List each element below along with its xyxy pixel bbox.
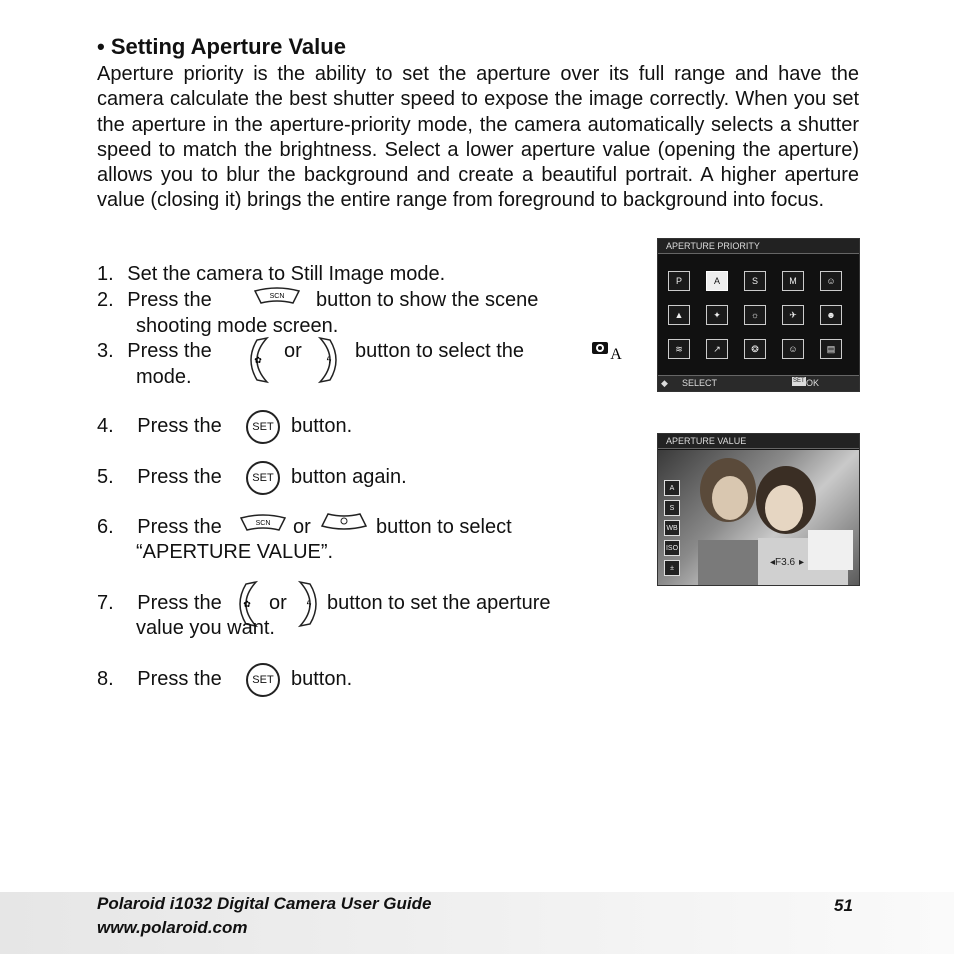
mode-portrait2-icon: ☺ xyxy=(782,339,804,359)
selftimer-button-icon xyxy=(320,512,368,530)
page-number: 51 xyxy=(834,896,853,915)
select-label: SELECT xyxy=(682,378,718,388)
step-4 xyxy=(97,414,222,439)
step-6-post: button to select xyxy=(376,516,512,538)
iso-icon: ISO xyxy=(664,540,680,556)
step-text: Press the xyxy=(137,516,222,538)
right-arrow-icon: ▸ xyxy=(799,557,805,568)
aperture-value: F3.6 xyxy=(775,557,796,568)
aperture-mode-icon: A xyxy=(664,480,680,496)
svg-text:ϟ: ϟ xyxy=(326,355,332,365)
intro-paragraph: Aperture priority is the ability to set the aperture over its full range and have the camera calculate the best shutter speed to expose the image correctly. When you set the aperture in the aperture-priority mode, the camera automatically selects a shutter speed to match the brightness. Select a lower aperture value (opening the aperture) allows you to blur the background and create a beautiful portrait. A higher aperture value (closing it) brings the entire range from foreground to background into focus. xyxy=(97,63,859,212)
scn-label: SCN xyxy=(255,520,271,527)
aperture-value-readout xyxy=(770,557,804,568)
left-button-icon xyxy=(243,336,271,384)
lcd-aperture-value xyxy=(657,433,860,586)
lcd-aperture-priority xyxy=(657,238,860,392)
mode-backlight-icon: ↗ xyxy=(706,339,728,359)
set-button-icon: SET xyxy=(246,461,280,495)
step-4-post: button. xyxy=(291,415,353,437)
svg-text:A: A xyxy=(610,346,622,361)
svg-text:ϟ: ϟ xyxy=(306,599,312,609)
mode-kids-icon: ☻ xyxy=(820,305,842,325)
preview-photo xyxy=(658,450,859,585)
step-3 xyxy=(97,339,212,364)
step-7-cont: value you want. xyxy=(136,617,275,639)
step-6-cont: “APERTURE VALUE”. xyxy=(136,541,334,563)
step-text: Press the xyxy=(137,668,222,690)
svg-text:✿: ✿ xyxy=(243,599,251,609)
step-5 xyxy=(97,465,222,490)
step-7-mid: or xyxy=(269,592,287,614)
step-text: Press the xyxy=(137,415,222,437)
step-2-cont: shooting mode screen. xyxy=(136,315,339,337)
mode-portrait-icon: ☺ xyxy=(820,271,842,291)
exposure-icon: ± xyxy=(664,560,680,576)
lcd-footer xyxy=(658,375,859,391)
step-text: Press the xyxy=(137,592,222,614)
lcd-title: APERTURE PRIORITY xyxy=(658,239,859,254)
section-heading: • Setting Aperture Value xyxy=(97,34,346,59)
dpad-icon: ◆ xyxy=(661,378,668,388)
set-key-icon: SET xyxy=(793,378,805,384)
scn-label: SCN xyxy=(269,293,285,300)
step-8 xyxy=(97,667,222,692)
set-button-icon: SET xyxy=(246,410,280,444)
mode-aperture-icon: A xyxy=(706,271,728,291)
lcd-title: APERTURE VALUE xyxy=(658,434,859,449)
mode-manual-icon: M xyxy=(782,271,804,291)
mode-sunset-icon: ☼ xyxy=(744,305,766,325)
step-7 xyxy=(97,591,222,616)
mode-sport-icon: ✈ xyxy=(782,305,804,325)
aperture-priority-mode-icon xyxy=(591,337,623,361)
step-text: Set the camera to Still Image mode. xyxy=(127,263,446,285)
step-text: Press the xyxy=(127,289,212,311)
mode-text-icon: ▤ xyxy=(820,339,842,359)
right-button-icon xyxy=(296,580,324,628)
step-7-post: button to set the aperture xyxy=(327,592,551,614)
step-2 xyxy=(97,288,212,313)
footer-url: www.polaroid.com xyxy=(97,918,248,937)
step-number: 6. xyxy=(97,516,114,538)
step-3-post: button to select the xyxy=(355,340,525,362)
portrait-image xyxy=(658,450,859,585)
step-3-mid: or xyxy=(284,340,302,362)
step-number: 5. xyxy=(97,466,114,488)
set-button-icon: SET xyxy=(246,663,280,697)
mode-night-icon: ✦ xyxy=(706,305,728,325)
mode-shutter-icon: S xyxy=(744,271,766,291)
step-6 xyxy=(97,515,222,540)
step-6-mid: or xyxy=(293,516,311,538)
svg-text:✿: ✿ xyxy=(254,355,262,365)
step-number: 8. xyxy=(97,668,114,690)
step-number: 4. xyxy=(97,415,114,437)
step-number: 1. xyxy=(97,263,114,285)
step-number: 3. xyxy=(97,340,114,362)
step-3-cont: mode. xyxy=(136,366,192,388)
ok-label: OK xyxy=(806,378,820,388)
left-arrow-icon: ◂ xyxy=(770,557,776,568)
scn-button-icon xyxy=(253,287,301,305)
footer-title: Polaroid i1032 Digital Camera User Guide xyxy=(97,894,432,913)
step-5-post: button again. xyxy=(291,466,407,488)
step-number: 7. xyxy=(97,592,114,614)
step-1 xyxy=(97,262,445,287)
mode-program-icon: P xyxy=(668,271,690,291)
step-8-post: button. xyxy=(291,668,353,690)
step-2-post: button to show the scene xyxy=(316,289,539,311)
mode-fireworks-icon: ❂ xyxy=(744,339,766,359)
white-balance-icon: WB xyxy=(664,520,680,536)
step-number: 2. xyxy=(97,289,114,311)
step-text: Press the xyxy=(137,466,222,488)
mode-landscape-icon: ▲ xyxy=(668,305,690,325)
step-text: Press the xyxy=(127,340,212,362)
right-button-icon xyxy=(316,336,344,384)
scn-button-icon xyxy=(239,514,287,532)
shutter-mode-icon: S xyxy=(664,500,680,516)
mode-beach-icon: ≋ xyxy=(668,339,690,359)
